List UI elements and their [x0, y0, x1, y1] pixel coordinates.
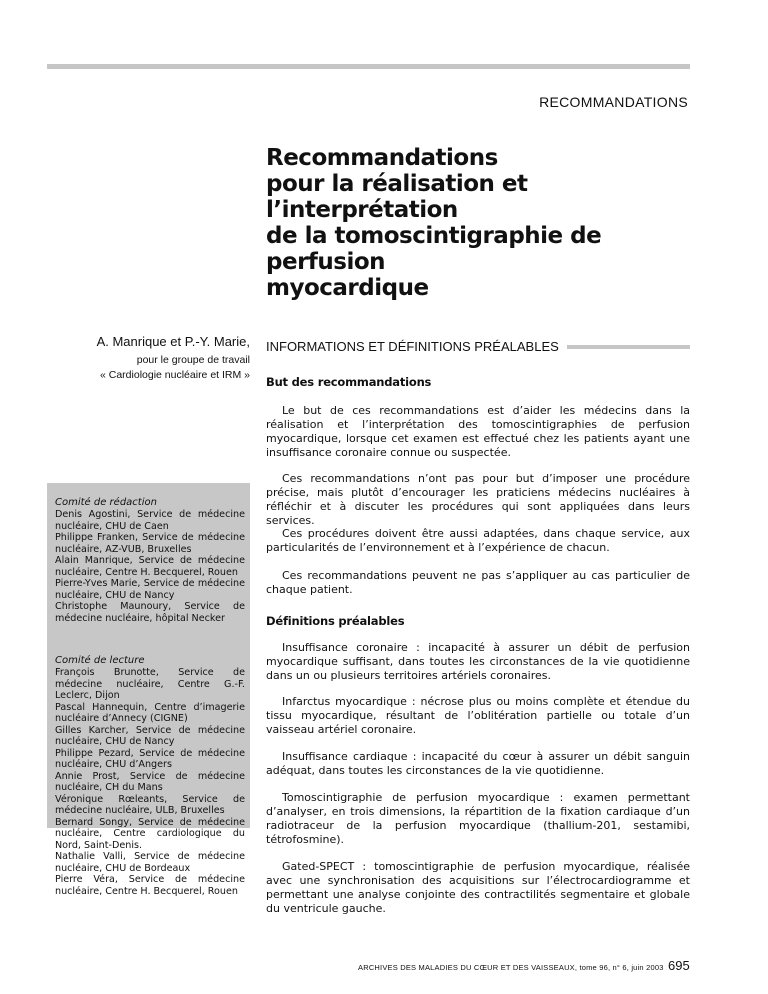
- committee-member: Alain Manrique, Service de médecine nucléaire, Centre H. Becquerel, Rouen: [55, 555, 245, 578]
- section-label: RECOMMANDATIONS: [539, 94, 688, 110]
- subheading-definitions: Définitions préalables: [266, 614, 405, 628]
- definition-paragraph: Tomoscintigraphie de perfusion myocardique : examen permettant d’analyser, en trois dimensions, la répartition de la fixation cardiaque d’un radiotraceur de la perfusion myocardique (thallium-201, sestamibi, tétrofosmine).: [266, 791, 690, 846]
- committee-member: Bernard Songy, Service de médecine nucléaire, Centre cardiologique du Nord, Saint-Denis.: [55, 816, 245, 851]
- definition-paragraph: Insuffisance coronaire : incapacité à assurer un débit de perfusion myocardique suffisant, dans toutes les circonstances de la vie quotidienne dans un ou plusieurs territoires artériels coronaires.: [266, 641, 690, 682]
- committee-member: Gilles Karcher, Service de médecine nucléaire, CHU de Nancy: [55, 724, 245, 747]
- working-group-name: « Cardiologie nucléaire et IRM »: [100, 369, 250, 381]
- title-line: de la tomoscintigraphie de perfusion: [266, 223, 602, 275]
- subheading-purpose: But des recommandations: [266, 375, 432, 389]
- title-line: myocardique: [266, 275, 429, 301]
- title-line: Recommandations: [266, 145, 498, 171]
- spacer: [55, 624, 245, 655]
- committee-member: Denis Agostini, Service de médecine nucléaire, CHU de Caen: [55, 509, 245, 532]
- working-group-line: pour le groupe de travail: [136, 354, 250, 366]
- page-number: 695: [668, 958, 690, 973]
- lecture-committee-label: Comité de lecture: [55, 655, 145, 666]
- title-line: pour la réalisation et l’interprétation: [266, 171, 528, 223]
- committee-member: Pierre-Yves Marie, Service de médecine nucléaire, CHU de Nancy: [55, 578, 245, 601]
- committee-panel: [47, 483, 250, 897]
- committee-member: Véronique Rœleants, Service de médecine nucléaire, ULB, Bruxelles: [55, 793, 245, 816]
- committee-member: Philippe Franken, Service de médecine nucléaire, AZ-VUB, Bruxelles: [55, 532, 245, 555]
- committee-member: François Brunotte, Service de médecine nucléaire, Centre G.-F. Leclerc, Dijon: [55, 667, 245, 701]
- author-names: A. Manrique et P.-Y. Marie,: [96, 334, 250, 349]
- paragraph: Ces procédures doivent être aussi adaptées, dans chaque service, aux particularités de l’environnement et à l’expérience de chacun.: [266, 527, 690, 554]
- committee-member: Philippe Pezard, Service de médecine nucléaire, CHU d’Angers: [55, 747, 245, 770]
- definition-paragraph: Insuffisance cardiaque : incapacité du cœur à assurer un débit sanguin adéquat, dans toutes les circonstances de la vie quotidienne.: [266, 750, 690, 777]
- section-heading: [266, 339, 690, 354]
- paragraph: Le but de ces recommandations est d’aider les médecins dans la réalisation et l’interprétation des tomoscintigraphies de perfusion myocardique, lorsque cet examen est effectué chez les patients ayant une insuffisance coronaire connue ou suspectée.: [266, 404, 690, 459]
- authors-block: [10, 334, 250, 383]
- committee-member: Nathalie Valli, Service de médecine nucléaire, CHU de Bordeaux: [55, 851, 245, 874]
- article-title: [266, 145, 706, 301]
- committee-member: Pascal Hannequin, Centre d’imagerie nucléaire d’Annecy (CIGNE): [55, 701, 245, 724]
- definition-paragraph: Infarctus myocardique : nécrose plus ou moins complète et étendue du tissu myocardique, résultant de l’oblitération partielle ou totale d’un vaisseau artériel coronaire.: [266, 695, 690, 736]
- redaction-committee-label: Comité de rédaction: [55, 497, 157, 508]
- section-heading-text: INFORMATIONS ET DÉFINITIONS PRÉALABLES: [266, 339, 559, 354]
- paragraph: Ces recommandations peuvent ne pas s’appliquer au cas particulier de chaque patient.: [266, 569, 690, 596]
- journal-footer: ARCHIVES DES MALADIES DU CŒUR ET DES VAISSEAUX, tome 96, n° 6, juin 2003: [358, 963, 664, 972]
- section-heading-rule: [567, 345, 690, 349]
- definition-paragraph: Gated-SPECT : tomoscintigraphie de perfusion myocardique, réalisée avec une synchronisation des acquisitions sur l’électrocardiogramme et permettant une analyse conjointe des contractilités segmentaire et globale du ventricule gauche.: [266, 860, 690, 915]
- committee-member: Christophe Maunoury, Service de médecine nucléaire, hôpital Necker: [55, 601, 245, 624]
- committee-member: Pierre Véra, Service de médecine nucléaire, Centre H. Becquerel, Rouen: [55, 874, 245, 897]
- top-rule: [47, 64, 690, 69]
- committee-member: Annie Prost, Service de médecine nucléaire, CH du Mans: [55, 770, 245, 793]
- paragraph: Ces recommandations n’ont pas pour but d’imposer une procédure précise, mais plutôt d’encourager les praticiens médecins nucléaires à réfléchir et à discuter les procédures qui sont appliquées dans leurs services.: [266, 472, 690, 527]
